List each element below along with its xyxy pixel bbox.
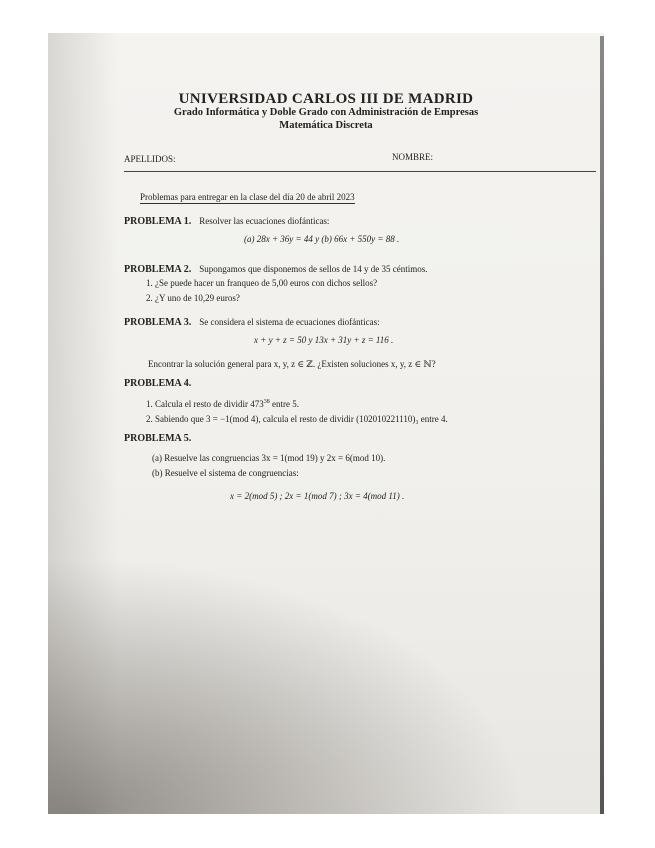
- problem-2-title: PROBLEMA 2.: [124, 264, 192, 275]
- problem-2-statement: Supongamos que disponemos de sellos de 14 y de 35 céntimos.: [199, 264, 428, 274]
- problem-2: [124, 259, 427, 277]
- problem-2-item-1: 1. ¿Se puede hacer un franqueo de 5,00 euros con dichos sellos?: [146, 278, 378, 288]
- problem-2-item-2: 2. ¿Y uno de 10,29 euros?: [146, 293, 240, 303]
- page-shadow-bottom: [48, 514, 604, 814]
- page-edge: [600, 36, 604, 814]
- problem-5-equations: x = 2(mod 5) ; 2x = 1(mod 7) ; 3x = 4(mod 11) .: [230, 491, 405, 501]
- problem-4-item-1-text: 1. Calcula el resto de dividir 473: [146, 399, 264, 409]
- problem-1-equations: (a) 28x + 36y = 44 y (b) 66x + 550y = 88 .: [244, 234, 400, 244]
- problem-1-statement: Resolver las ecuaciones diofánticas:: [199, 216, 330, 226]
- problem-3-equations: x + y + z = 50 y 13x + 31y + z = 116 .: [254, 335, 394, 345]
- problem-4-item-1-suffix: entre 5.: [269, 399, 299, 409]
- problem-1-title: PROBLEMA 1.: [124, 216, 192, 227]
- problem-5-item-b: (b) Resuelve el sistema de congruencias:: [152, 468, 299, 478]
- degree-title: Grado Informática y Doble Grado con Administración de Empresas: [173, 107, 479, 118]
- problem-4-item-2: 2. Sabiendo que 3 = −1(mod 4), calcula el resto de dividir (102010221110)₃ entre 4.: [146, 414, 448, 424]
- problem-3-title: PROBLEMA 3.: [124, 317, 192, 328]
- problem-3-statement: Se considera el sistema de ecuaciones diofánticas:: [199, 317, 380, 327]
- problem-4-title: PROBLEMA 4.: [124, 378, 192, 389]
- problem-3: [124, 312, 380, 330]
- problem-4-item-1: [146, 399, 299, 409]
- problem-5-title: PROBLEMA 5.: [124, 433, 192, 444]
- university-title: UNIVERSIDAD CARLOS III DE MADRID: [178, 91, 474, 107]
- problem-3-question: Encontrar la solución general para x, y, z ∈ ℤ. ¿Existen soluciones x, y, z ∈ ℕ?: [148, 359, 436, 369]
- problem-4-item-1-exponent: 38: [263, 399, 270, 405]
- exam-sheet: [48, 33, 604, 814]
- problem-5-item-a: (a) Resuelve las congruencias 3x = 1(mod 19) y 2x = 6(mod 10).: [152, 453, 386, 463]
- header-divider: [124, 171, 596, 172]
- name-label: NOMBRE:: [392, 152, 434, 162]
- intro-text: Problemas para entregar en la clase del día 20 de abril 2023: [140, 192, 355, 202]
- problem-1: [124, 211, 329, 229]
- course-title: Matemática Discreta: [279, 120, 373, 131]
- surname-label: APELLIDOS:: [124, 154, 176, 164]
